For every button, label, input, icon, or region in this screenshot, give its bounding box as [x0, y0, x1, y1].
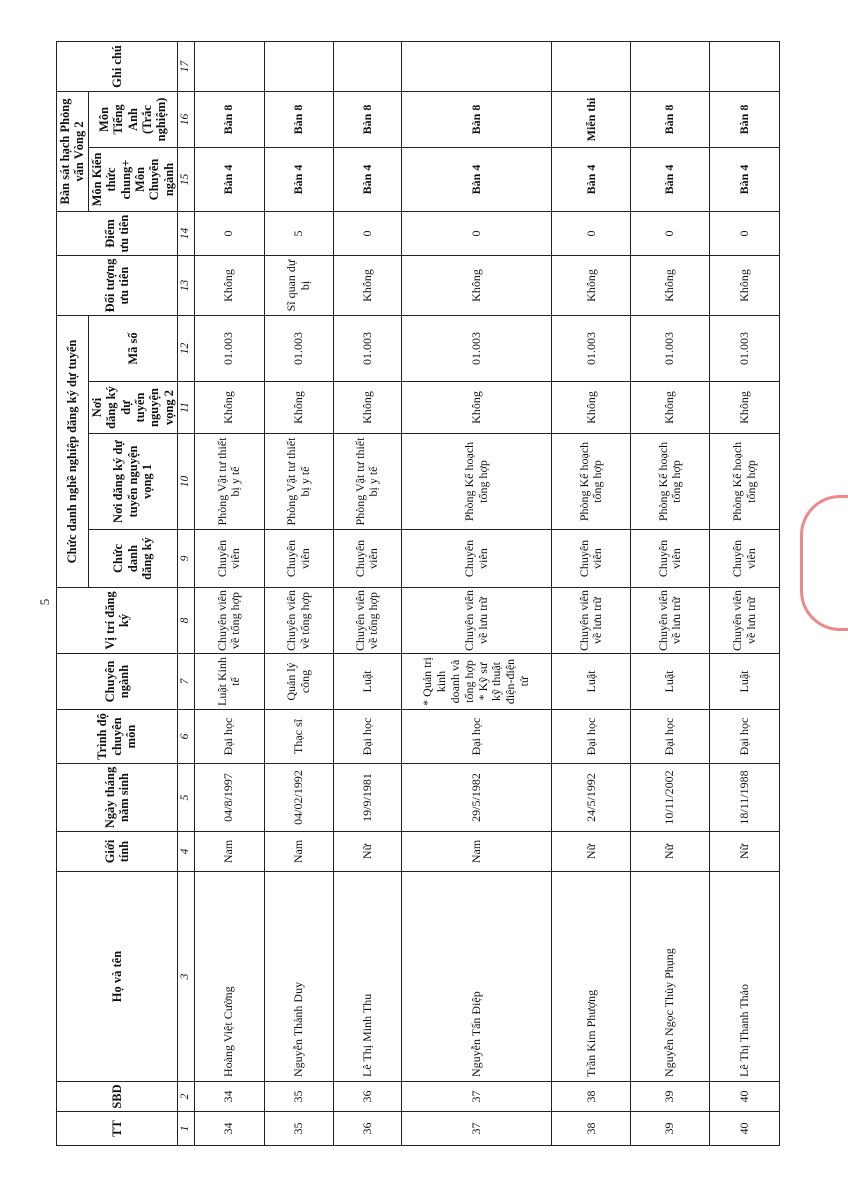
cell-points: 0	[401, 211, 552, 255]
cell-ban2: Miễn thi	[552, 91, 631, 147]
col-num: 16	[178, 91, 195, 147]
header-dob: Ngày tháng năm sinh	[57, 764, 178, 832]
table-row	[631, 41, 710, 1145]
col-num: 14	[178, 211, 195, 255]
cell-note	[552, 41, 631, 91]
cell-level: Đại học	[552, 710, 631, 764]
cell-dob: 04/02/1992	[264, 764, 334, 832]
cell-points: 0	[552, 211, 631, 255]
header-name: Họ và tên	[57, 872, 178, 1082]
cell-dob: 04/8/1997	[195, 764, 265, 832]
cell-nv2: Không	[710, 382, 780, 434]
cell-code: 01.003	[552, 315, 631, 381]
rotated-table-container	[56, 42, 780, 1146]
header-title: Chức danh đăng ký	[88, 530, 177, 588]
cell-major: Luật Kinh tế	[195, 654, 265, 710]
cell-note	[334, 41, 401, 91]
cell-major: * Quản trị kinh doanh và tổng hợp * Kỹ sư kỹ thuật điện-điện tử	[401, 654, 552, 710]
cell-priority: Không	[334, 255, 401, 315]
cell-name: Hoàng Việt Cường	[195, 872, 265, 1082]
col-num: 9	[178, 530, 195, 588]
cell-title: Chuyên viên	[334, 530, 401, 588]
cell-sbd: 34	[195, 1082, 265, 1112]
cell-gender: Nữ	[334, 832, 401, 872]
cell-tt: 39	[631, 1112, 710, 1146]
col-num: 8	[178, 588, 195, 654]
cell-points: 0	[195, 211, 265, 255]
cell-dob: 10/11/2002	[631, 764, 710, 832]
cell-dob: 18/11/1988	[710, 764, 780, 832]
cell-note	[195, 41, 265, 91]
cell-sbd: 40	[710, 1082, 780, 1112]
cell-level: Đại học	[401, 710, 552, 764]
cell-position: Chuyên viên về lưu trữ	[710, 588, 780, 654]
cell-note	[631, 41, 710, 91]
cell-priority: Không	[710, 255, 780, 315]
cell-priority: Không	[552, 255, 631, 315]
cell-gender: Nam	[264, 832, 334, 872]
table-row	[710, 41, 780, 1145]
cell-gender: Nữ	[552, 832, 631, 872]
cell-title: Chuyên viên	[264, 530, 334, 588]
cell-major: Luật	[631, 654, 710, 710]
cell-ban1: Bàn 4	[264, 147, 334, 211]
cell-nv2: Không	[401, 382, 552, 434]
cell-title: Chuyên viên	[195, 530, 265, 588]
cell-name: Trần Kim Phượng	[552, 872, 631, 1082]
cell-major: Quản lý công	[264, 654, 334, 710]
cell-gender: Nữ	[710, 832, 780, 872]
cell-name: Nguyễn Thành Duy	[264, 872, 334, 1082]
cell-sbd: 37	[401, 1082, 552, 1112]
cell-ban2: Bàn 8	[631, 91, 710, 147]
cell-ban1: Bàn 4	[631, 147, 710, 211]
cell-note	[264, 41, 334, 91]
cell-nv1: Phòng Kế hoạch tổng hợp	[401, 434, 552, 530]
col-num: 4	[178, 832, 195, 872]
header-group-chuc-danh: Chức danh nghề nghiệp đăng ký dự tuyển	[57, 315, 89, 587]
cell-nv2: Không	[334, 382, 401, 434]
cell-level: Đại học	[334, 710, 401, 764]
table-row	[334, 41, 401, 1145]
cell-points: 0	[710, 211, 780, 255]
cell-dob: 29/5/1982	[401, 764, 552, 832]
cell-nv1: Phòng Vật tư thiết bị y tế	[195, 434, 265, 530]
table-row	[401, 41, 552, 1145]
header-level: Trình độ chuyên môn	[57, 710, 178, 764]
header-ban1: Môn Kiến thức chung+ Môn Chuyên ngành	[88, 147, 177, 211]
col-num: 6	[178, 710, 195, 764]
cell-dob: 24/5/1992	[552, 764, 631, 832]
table-row	[264, 41, 334, 1145]
cell-points: 5	[264, 211, 334, 255]
cell-code: 01.003	[264, 315, 334, 381]
cell-position: Chuyên viên về lưu trữ	[631, 588, 710, 654]
cell-nv1: Phòng Vật tư thiết bị y tế	[334, 434, 401, 530]
cell-gender: Nam	[401, 832, 552, 872]
cell-points: 0	[334, 211, 401, 255]
cell-major: Luật	[710, 654, 780, 710]
header-gender: Giới tính	[57, 832, 178, 872]
col-num: 15	[178, 147, 195, 211]
cell-position: Chuyên viên về tổng hợp	[334, 588, 401, 654]
cell-name: Lê Thị Minh Thu	[334, 872, 401, 1082]
cell-tt: 37	[401, 1112, 552, 1146]
cell-title: Chuyên viên	[401, 530, 552, 588]
cell-major: Luật	[552, 654, 631, 710]
header-sbd: SBD	[57, 1082, 178, 1112]
cell-tt: 38	[552, 1112, 631, 1146]
header-nv1: Nơi đăng ký dự tuyển nguyện vọng 1	[88, 434, 177, 530]
cell-sbd: 39	[631, 1082, 710, 1112]
column-number-row	[178, 41, 195, 1145]
cell-major: Luật	[334, 654, 401, 710]
candidate-table	[56, 41, 780, 1146]
header-row-1	[57, 41, 89, 1145]
cell-level: Đại học	[195, 710, 265, 764]
col-num: 17	[178, 41, 195, 91]
cell-code: 01.003	[710, 315, 780, 381]
cell-nv2: Không	[631, 382, 710, 434]
header-position: Vị trí đăng ký	[57, 588, 178, 654]
col-num: 1	[178, 1112, 195, 1146]
cell-title: Chuyên viên	[710, 530, 780, 588]
cell-ban1: Bàn 4	[195, 147, 265, 211]
cell-sbd: 38	[552, 1082, 631, 1112]
cell-ban2: Bàn 8	[264, 91, 334, 147]
cell-level: Đại học	[710, 710, 780, 764]
cell-level: Thạc sĩ	[264, 710, 334, 764]
cell-nv2: Không	[264, 382, 334, 434]
header-major: Chuyên ngành	[57, 654, 178, 710]
col-num: 12	[178, 315, 195, 381]
cell-ban1: Bàn 4	[710, 147, 780, 211]
cell-priority: Không	[631, 255, 710, 315]
cell-tt: 35	[264, 1112, 334, 1146]
table-row	[552, 41, 631, 1145]
cell-nv1: Phòng Vật tư thiết bị y tế	[264, 434, 334, 530]
col-num: 10	[178, 434, 195, 530]
cell-tt: 36	[334, 1112, 401, 1146]
col-num: 13	[178, 255, 195, 315]
header-nv2: Nơi đăng ký dự tuyển nguyện vọng 2	[88, 382, 177, 434]
cell-sbd: 36	[334, 1082, 401, 1112]
header-note: Ghi chú	[57, 41, 178, 91]
cell-points: 0	[631, 211, 710, 255]
cell-ban2: Bàn 8	[710, 91, 780, 147]
cell-priority: Không	[401, 255, 552, 315]
cell-nv1: Phòng Kế hoạch tổng hợp	[631, 434, 710, 530]
header-group-ban: Bàn sát hạch Phỏng vấn Vòng 2	[57, 91, 89, 211]
cell-position: Chuyên viên về lưu trữ	[401, 588, 552, 654]
cell-ban1: Bàn 4	[552, 147, 631, 211]
cell-code: 01.003	[631, 315, 710, 381]
cell-position: Chuyên viên về tổng hợp	[195, 588, 265, 654]
cell-note	[710, 41, 780, 91]
cell-priority: Sĩ quan dự bị	[264, 255, 334, 315]
cell-position: Chuyên viên về tổng hợp	[264, 588, 334, 654]
cell-ban1: Bàn 4	[334, 147, 401, 211]
cell-ban2: Bàn 8	[334, 91, 401, 147]
header-points: Điểm ưu tiên	[57, 211, 178, 255]
cell-position: Chuyên viên về lưu trữ	[552, 588, 631, 654]
cell-note	[401, 41, 552, 91]
cell-nv2: Không	[552, 382, 631, 434]
header-tt: TT	[57, 1112, 178, 1146]
col-num: 7	[178, 654, 195, 710]
cell-name: Lê Thị Thanh Thảo	[710, 872, 780, 1082]
cell-priority: Không	[195, 255, 265, 315]
header-code: Mã số	[88, 315, 177, 381]
cell-ban2: Bàn 8	[195, 91, 265, 147]
cell-name: Nguyễn Ngọc Thùy Phụng	[631, 872, 710, 1082]
header-priority: Đối tượng ưu tiên	[57, 255, 178, 315]
cell-code: 01.003	[195, 315, 265, 381]
cell-dob: 19/9/1981	[334, 764, 401, 832]
table-row	[195, 41, 265, 1145]
cell-tt: 34	[195, 1112, 265, 1146]
cell-nv1: Phòng Kế hoạch tổng hợp	[710, 434, 780, 530]
page-number: 5	[37, 598, 52, 606]
cell-sbd: 35	[264, 1082, 334, 1112]
col-num: 2	[178, 1082, 195, 1112]
cell-gender: Nam	[195, 832, 265, 872]
cell-level: Đại học	[631, 710, 710, 764]
cell-nv2: Không	[195, 382, 265, 434]
official-seal-stamp	[800, 495, 848, 631]
col-num: 11	[178, 382, 195, 434]
cell-tt: 40	[710, 1112, 780, 1146]
cell-ban2: Bàn 8	[401, 91, 552, 147]
col-num: 5	[178, 764, 195, 832]
cell-nv1: Phòng Kế hoạch tổng hợp	[552, 434, 631, 530]
cell-ban1: Bàn 4	[401, 147, 552, 211]
cell-title: Chuyên viên	[631, 530, 710, 588]
cell-code: 01.003	[401, 315, 552, 381]
cell-code: 01.003	[334, 315, 401, 381]
cell-title: Chuyên viên	[552, 530, 631, 588]
cell-name: Nguyễn Tấn Điệp	[401, 872, 552, 1082]
cell-gender: Nữ	[631, 832, 710, 872]
header-ban2: Môn Tiếng Anh (Trắc nghiệm)	[88, 91, 177, 147]
col-num: 3	[178, 872, 195, 1082]
